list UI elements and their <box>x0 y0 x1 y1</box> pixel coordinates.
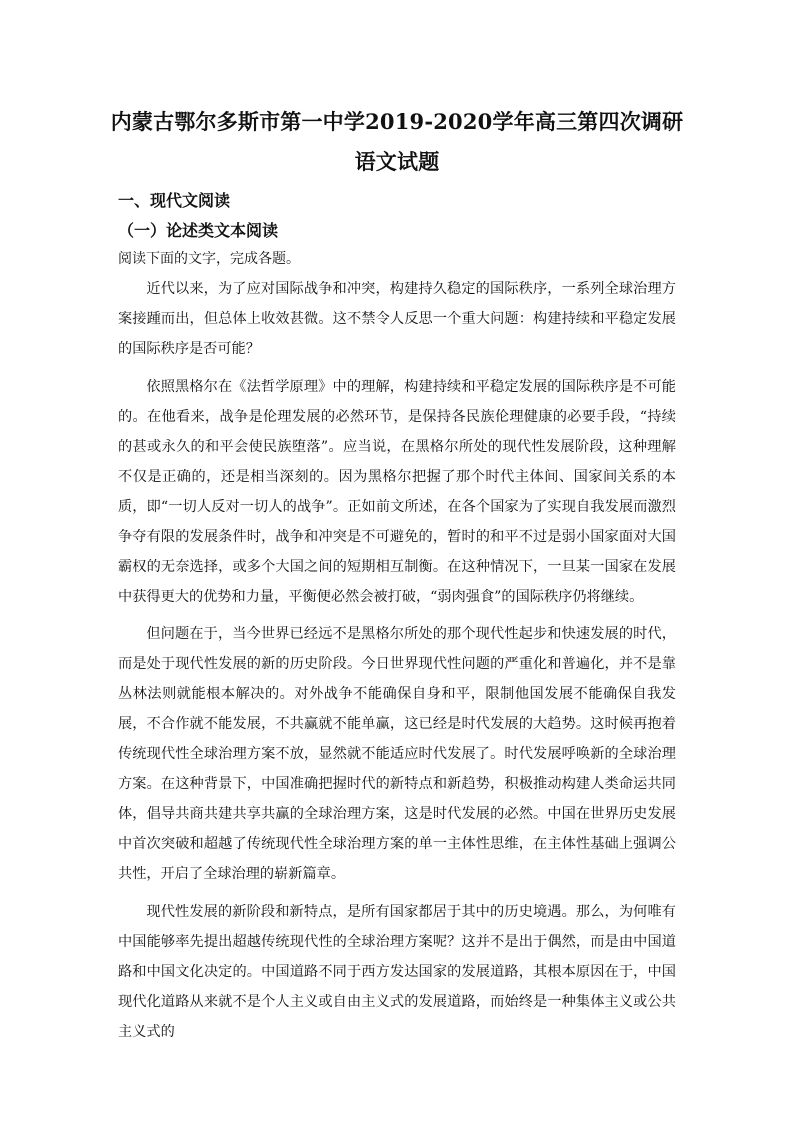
paragraph-1: 近代以来，为了应对国际战争和冲突，构建持久稳定的国际秩序，一系列全球治理方案接踵而出，但总体上收效甚微。这不禁令人反思一个重大问题：构建持续和平稳定发展的国际秩序是否可能？ <box>118 281 676 357</box>
reading-instruction: 阅读下面的文字，完成各题。 <box>118 251 300 267</box>
paragraph-2: 依照黑格尔在《法哲学原理》中的理解，构建持续和平稳定发展的国际秩序是不可能的。在他看来，战争是伦理发展的必然环节，是保持各民族伦理健康的必要手段，“持续的甚或永久的和平会使民族堕落”。应当说，在黑格尔所处的现代性发展阶段，这种理解不仅是正确的，还是相当深刻的。因为黑格尔把握了那个时代主体间、国家间关系的本质，即“一切人反对一切人的战争”。正如前文所述，在各个国家为了实现自我发展而激烈争夺有限的发展条件时，战争和冲突是不可避免的，暂时的和平不过是弱小国家面对大国霸权的无奈选择，或多个大国之间的短期相互制衡。在这种情况下，一旦某一国家在发展中获得更大的优势和力量，平衡便必然会被打破，“弱肉强食”的国际秩序仍将继续。 <box>118 378 676 605</box>
article-body <box>118 274 676 1054</box>
subsection-heading: （一）论述类文本阅读 <box>118 221 279 240</box>
paragraph-3: 但问题在于，当今世界已经远不是黑格尔所处的那个现代性起步和快速发展的时代，而是处于现代性发展的新的历史阶段。今日世界现代性问题的严重化和普遍化，并不是靠丛林法则就能根本解决的。对外战争不能确保自身和平，限制他国发展不能确保自我发展，不合作就不能发展，不共赢就不能单赢，这已经是时代发展的大趋势。这时候再抱着传统现代性全球治理方案不放，显然就不能适应时代发展了。时代发展呼唤新的全球治理方案。在这种背景下，中国准确把握时代的新特点和新趋势，积极推动构建人类命运共同体，倡导共商共建共享共赢的全球治理方案，这是时代发展的必然。中国在世界历史发展中首次突破和超越了传统现代性全球治理方案的单一主体性思维，在主体性基础上强调公共性，开启了全球治理的崭新篇章。 <box>118 626 676 882</box>
paragraph-4: 现代性发展的新阶段和新特点，是所有国家都居于其中的历史境遇。那么，为何唯有中国能够率先提出超越传统现代性的全球治理方案呢？这并不是出于偶然，而是由中国道路和中国文化决定的。中国道路不同于西方发达国家的发展道路，其根本原因在于，中国现代化道路从来就不是个人主义或自由主义式的发展道路，而始终是一种集体主义或公共主义式的 <box>118 903 676 1040</box>
document-title-line1: 内蒙古鄂尔多斯市第一中学2019-2020学年高三第四次调研 <box>110 109 684 134</box>
section-heading: 一、现代文阅读 <box>118 191 231 210</box>
document-title-line2: 语文试题 <box>354 149 440 174</box>
